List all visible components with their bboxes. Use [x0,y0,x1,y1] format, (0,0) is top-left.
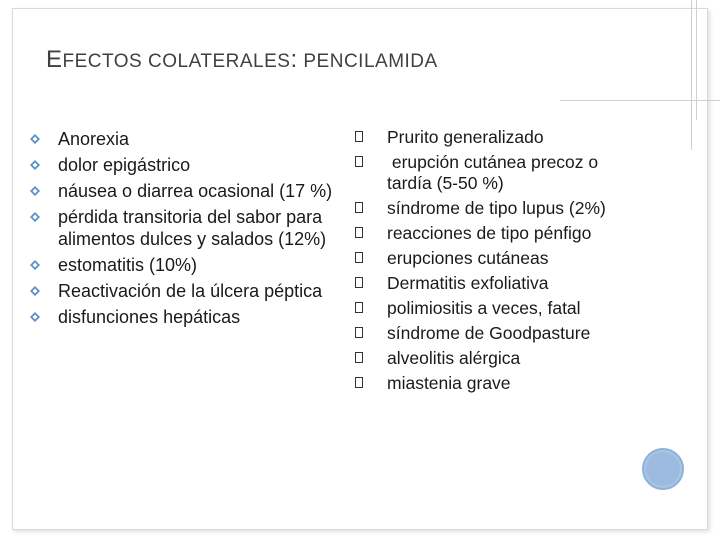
missing-glyph-square-icon [355,252,363,263]
diamond-bullet-icon [30,286,40,296]
missing-glyph-square-icon [355,327,363,338]
title-main: FECTOS COLATERALES [62,51,291,72]
left-list-item-text: Reactivación de la úlcera péptica [58,281,323,301]
left-list-item-text: pérdida transitoria del sabor para alimentos dulces y salados (12%) [58,207,327,249]
left-bullet-list [30,128,350,332]
title-tail: PENCILAMIDA [297,51,438,72]
missing-glyph-square-icon [355,277,363,288]
left-list-item [30,280,350,302]
right-list-item [355,298,645,319]
left-list-item [30,306,350,328]
right-bullet-list [355,127,645,398]
right-list-item-text: Dermatitis exfoliativa [387,273,549,293]
right-list-item [355,223,645,244]
right-list-item [355,198,645,219]
right-list-item-text: erupción cutánea precoz o tardía (5-50 %) [387,152,603,193]
left-list-item-text: dolor epigástrico [58,155,191,175]
right-list-item [355,373,645,394]
left-list-item [30,206,350,250]
missing-glyph-square-icon [355,352,363,363]
right-list-item [355,152,645,194]
right-list-item-text: erupciones cutáneas [387,248,549,268]
missing-glyph-square-icon [355,202,363,213]
right-list-item [355,248,645,269]
diamond-bullet-icon [30,160,40,170]
diamond-bullet-icon [30,186,40,196]
left-list-item [30,254,350,276]
blue-circle-decoration [642,448,684,490]
missing-glyph-square-icon [355,156,363,167]
decorative-line-horizontal [560,100,720,101]
right-list-item-text: polimiositis a veces, fatal [387,298,581,318]
right-list-item [355,323,645,344]
right-list-item-text: miastenia grave [387,373,511,393]
right-list-item [355,273,645,294]
missing-glyph-square-icon [355,227,363,238]
right-list-item-text: síndrome de tipo lupus (2%) [387,198,606,218]
diamond-bullet-icon [30,260,40,270]
right-list-item [355,348,645,369]
diamond-bullet-icon [30,212,40,222]
right-list-item-text: síndrome de Goodpasture [387,323,591,343]
missing-glyph-square-icon [355,302,363,313]
title-initial: E [46,46,63,73]
left-list-item-text: náusea o diarrea ocasional (17 %) [58,181,333,201]
right-list-item [355,127,645,148]
left-list-item-text: estomatitis (10%) [58,255,198,275]
title-colon: : [290,46,298,73]
left-list-item-text: disfunciones hepáticas [58,307,241,327]
left-list-item-text: Anorexia [58,129,130,149]
decorative-line-vertical-2 [696,0,697,120]
right-list-item-text: Prurito generalizado [387,127,544,147]
decorative-line-vertical [691,0,692,150]
missing-glyph-square-icon [355,377,363,388]
right-list-item-text: reacciones de tipo pénfigo [387,223,592,243]
diamond-bullet-icon [30,312,40,322]
left-list-item [30,154,350,176]
slide-title [46,46,438,74]
missing-glyph-square-icon [355,131,363,142]
left-list-item [30,180,350,202]
right-list-item-text: alveolitis alérgica [387,348,521,368]
left-list-item [30,128,350,150]
diamond-bullet-icon [30,134,40,144]
